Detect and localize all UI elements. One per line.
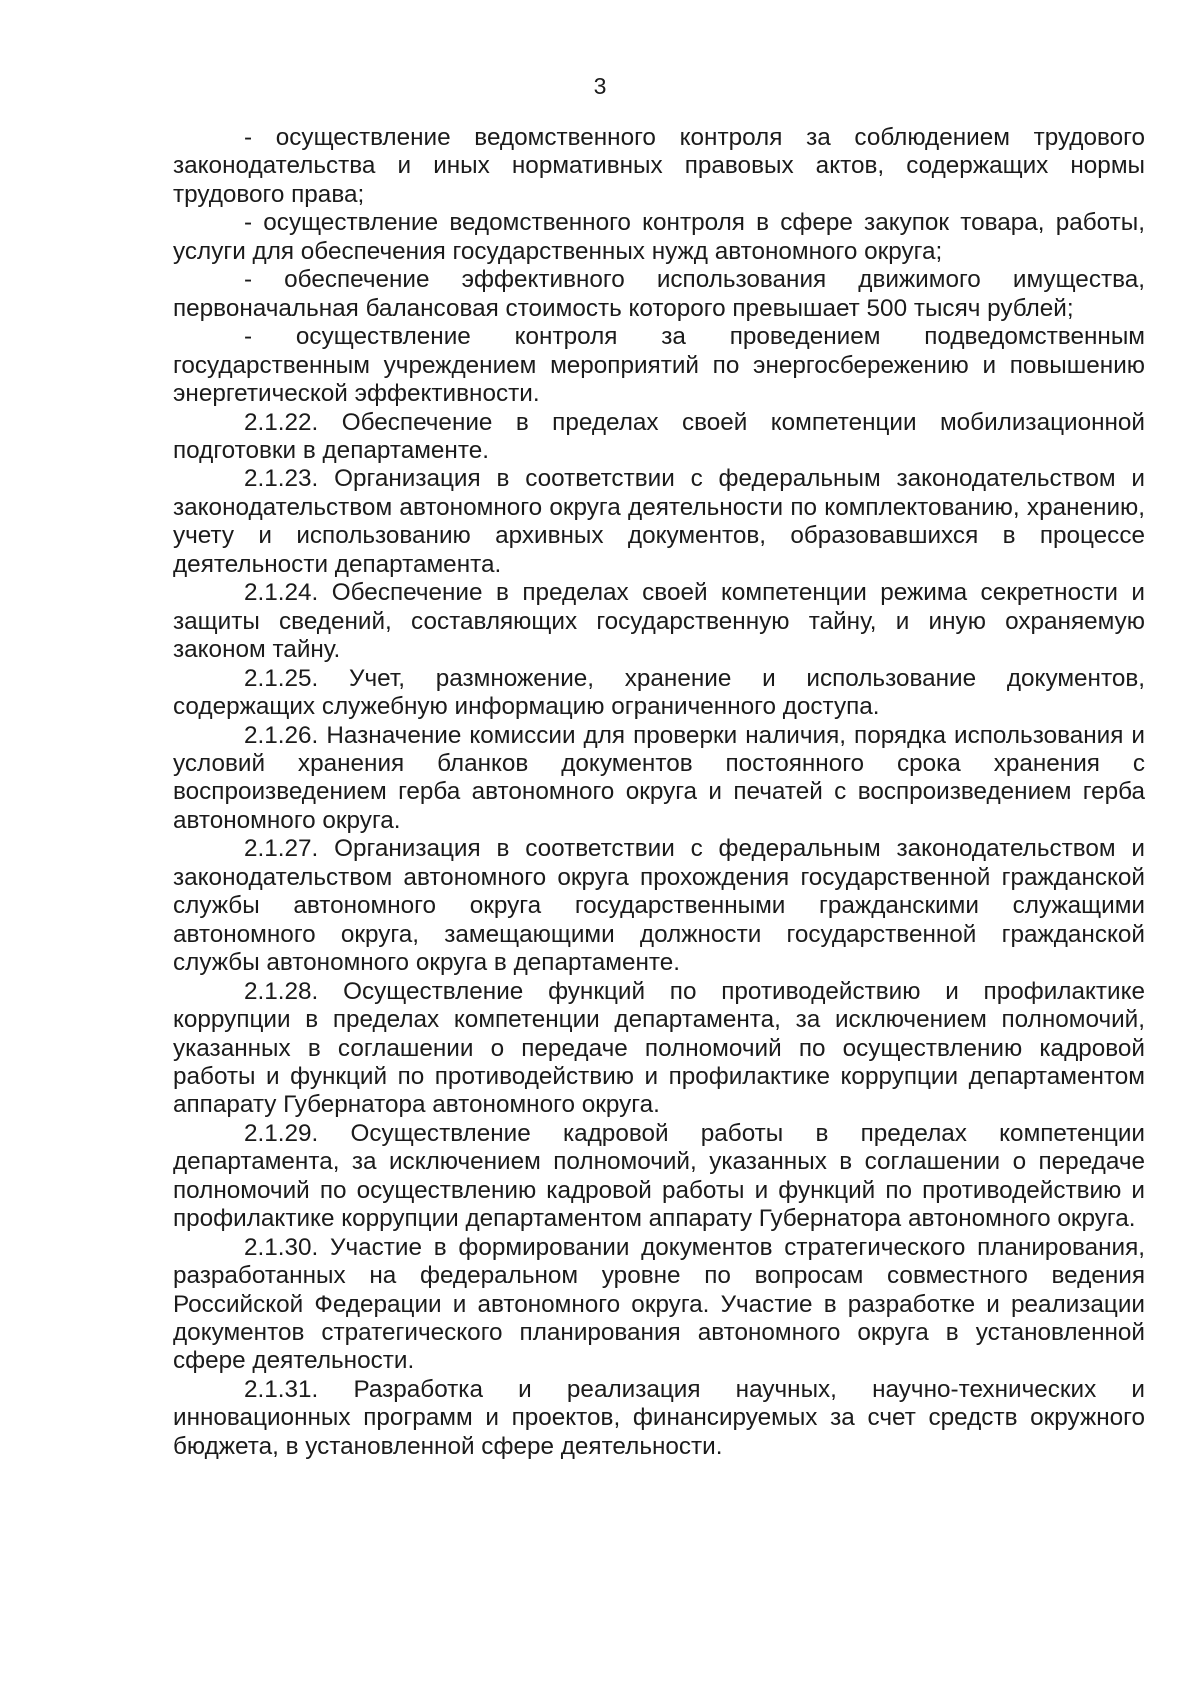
- paragraph-2-1-24: 2.1.24. Обеспечение в пределах своей компетенции режима секретности и защиты сведений, составляющих государственную тайну, и иную охраняемую законом тайну.: [173, 579, 1145, 664]
- paragraph-2-1-29: 2.1.29. Осуществление кадровой работы в пределах компетенции департамента, за исключением полномочий, указанных в соглашении о передаче полномочий по осуществлению кадровой работы и функций по противодействию и профилактике коррупции департаментом аппарату Губернатора автономного округа.: [173, 1119, 1145, 1233]
- paragraph-bullet-labor-control: - осуществление ведомственного контроля за соблюдением трудового законодательства и иных нормативных правовых актов, содержащих нормы трудового права;: [173, 124, 1145, 208]
- paragraph-2-1-31: 2.1.31. Разработка и реализация научных, научно-технических и инновационных программ и проектов, финансируемых за счет средств окружного бюджета, в установленной сфере деятельности.: [173, 1375, 1145, 1460]
- paragraph-2-1-22: 2.1.22. Обеспечение в пределах своей компетенции мобилизационной подготовки в департаменте.: [173, 408, 1145, 464]
- paragraph-2-1-28: 2.1.28. Осуществление функций по противодействию и профилактике коррупции в пределах компетенции департамента, за исключением полномочий, указанных в соглашении о передаче полномочий по осуществлению кадровой работы и функций по противодействию и профилактике коррупции департаментом аппарату Губернатора автономного округа.: [173, 977, 1145, 1119]
- paragraph-bullet-property-use: - обеспечение эффективного использования движимого имущества, первоначальная балансовая стоимость которого превышает 500 тысяч рублей;: [173, 266, 1145, 322]
- paragraph-bullet-procurement-control: - осуществление ведомственного контроля в сфере закупок товара, работы, услуги для обеспечения государственных нужд автономного округа;: [173, 209, 1145, 265]
- paragraph-bullet-energy-saving: - осуществление контроля за проведением подведомственным государственным учреждением мероприятий по энергосбережению и повышению энергетической эффективности.: [173, 323, 1145, 408]
- document-body: [173, 124, 1145, 1461]
- page-number: 3: [593, 73, 607, 99]
- paragraph-2-1-26: 2.1.26. Назначение комиссии для проверки наличия, порядка использования и условий хранения бланков документов постоянного срока хранения с воспроизведением герба автономного округа и печатей с воспроизведением герба автономного округа.: [173, 721, 1145, 834]
- paragraph-2-1-27: 2.1.27. Организация в соответствии с федеральным законодательством и законодательством автономного округа прохождения государственной гражданской службы автономного округа государственными гражданскими служащими автономного округа, замещающими должности государственной гражданской службы автономного округа в департаменте.: [173, 835, 1145, 977]
- paragraph-2-1-30: 2.1.30. Участие в формировании документов стратегического планирования, разработанных на федеральном уровне по вопросам совместного ведения Российской Федерации и автономного округа. Участие в разработке и реализации документов стратегического планирования автономного округа в установленной сфере деятельности.: [173, 1233, 1145, 1375]
- paragraph-2-1-25: 2.1.25. Учет, размножение, хранение и использование документов, содержащих служебную информацию ограниченного доступа.: [173, 664, 1145, 721]
- paragraph-2-1-23: 2.1.23. Организация в соответствии с федеральным законодательством и законодательством автономного округа деятельности по комплектованию, хранению, учету и использованию архивных документов, образовавшихся в процессе деятельности департамента.: [173, 465, 1145, 578]
